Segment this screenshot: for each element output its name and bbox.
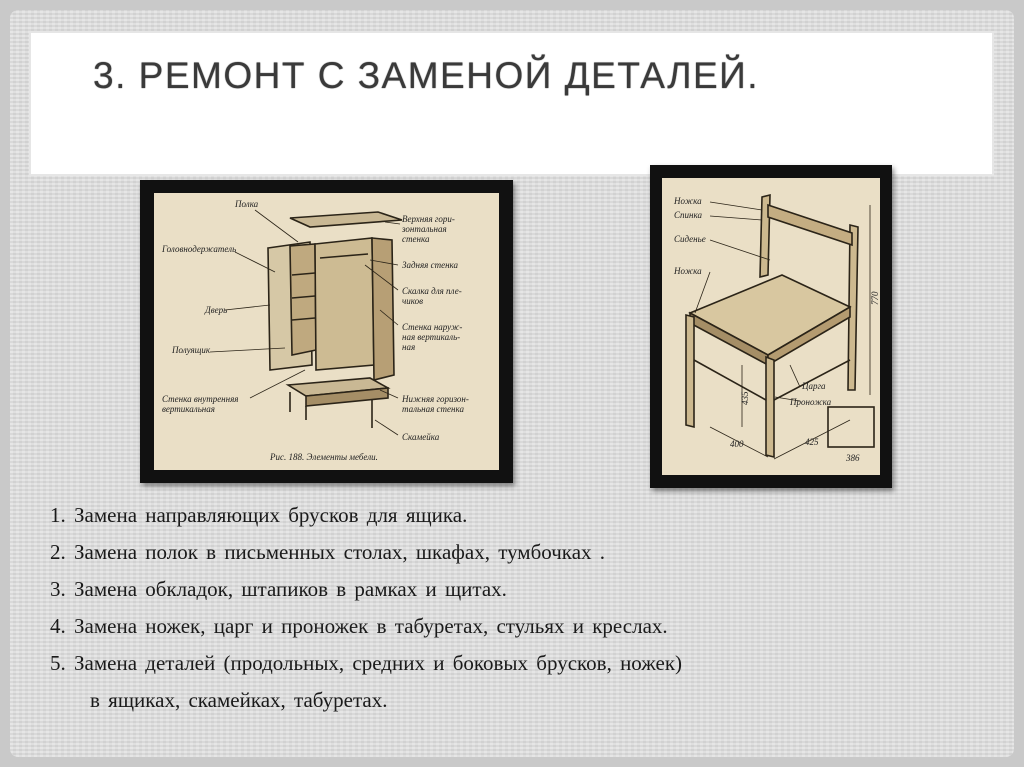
list-item: 2. Замена полок в письменных столах, шкафах, тумбочках . bbox=[50, 540, 606, 564]
repair-list bbox=[50, 497, 950, 719]
label-seat: Сиденье bbox=[674, 234, 706, 244]
label-back-wall: Задняя стенка bbox=[402, 260, 459, 270]
list-item-continuation: в ящиках, скамейках, табуретах. bbox=[90, 688, 388, 712]
label-apron: Царга bbox=[802, 381, 826, 391]
label-drawer: Полуящик bbox=[172, 345, 211, 355]
label-stretcher: Проножка bbox=[790, 397, 832, 407]
dim-leg: 435 bbox=[740, 391, 750, 405]
outer-vertical-wall bbox=[372, 238, 394, 380]
dim-side: 386 bbox=[846, 453, 860, 463]
label-outer-vertical-2: ная вертикаль- bbox=[402, 332, 461, 342]
list-item: 4. Замена ножек, царг и проножек в табуретах, стульях и креслах. bbox=[50, 614, 668, 638]
label-bottom-wall-1: Нижняя горизон- bbox=[402, 394, 469, 404]
slide-title: 3. РЕМОНТ С ЗАМЕНОЙ ДЕТАЛЕЙ. bbox=[93, 55, 760, 96]
front-leg-right bbox=[766, 357, 774, 457]
label-top-wall-3: стенка bbox=[402, 234, 430, 244]
dim-depth: 400 bbox=[730, 439, 744, 449]
chair-figure-frame bbox=[650, 165, 892, 488]
label-leg-top: Ножка bbox=[674, 196, 702, 206]
label-hanger-2: чиков bbox=[402, 296, 424, 306]
figure-caption: Рис. 188. Элементы мебели. bbox=[270, 452, 378, 462]
label-top-wall-1: Верхняя гори- bbox=[402, 214, 455, 224]
label-shelf: Полка bbox=[235, 199, 259, 209]
label-top-wall-2: зонтальная bbox=[402, 224, 447, 234]
label-inner-vertical-1: Стенка внутренняя bbox=[162, 394, 239, 404]
list-item: 1. Замена направляющих брусков для ящика. bbox=[50, 503, 468, 527]
wardrobe-figure-frame bbox=[140, 180, 513, 483]
list-item: 5. Замена деталей (продольных, средних и боковых брусков, ножек) bbox=[50, 651, 683, 675]
label-outer-vertical-3: ная bbox=[402, 342, 416, 352]
dim-height: 770 bbox=[870, 291, 880, 305]
label-hat-holder: Головнодержатель bbox=[162, 244, 237, 254]
list-item: 3. Замена обкладок, штапиков в рамках и щитах. bbox=[50, 577, 507, 601]
label-back: Спинка bbox=[674, 210, 702, 220]
label-inner-vertical-2: вертикальная bbox=[162, 404, 215, 414]
label-hanger-1: Скалка для пле- bbox=[402, 286, 462, 296]
label-outer-vertical-1: Стенка наруж- bbox=[402, 322, 463, 332]
label-door: Дверь bbox=[205, 305, 228, 315]
chair-figure bbox=[650, 165, 892, 488]
label-leg: Ножка bbox=[674, 266, 702, 276]
wardrobe-figure bbox=[140, 180, 513, 483]
label-bottom-wall-2: тальная стенка bbox=[402, 404, 464, 414]
front-leg-left bbox=[686, 315, 694, 427]
title-box bbox=[29, 31, 994, 176]
label-bench: Скамейка bbox=[402, 432, 440, 442]
dim-width: 425 bbox=[805, 437, 819, 447]
